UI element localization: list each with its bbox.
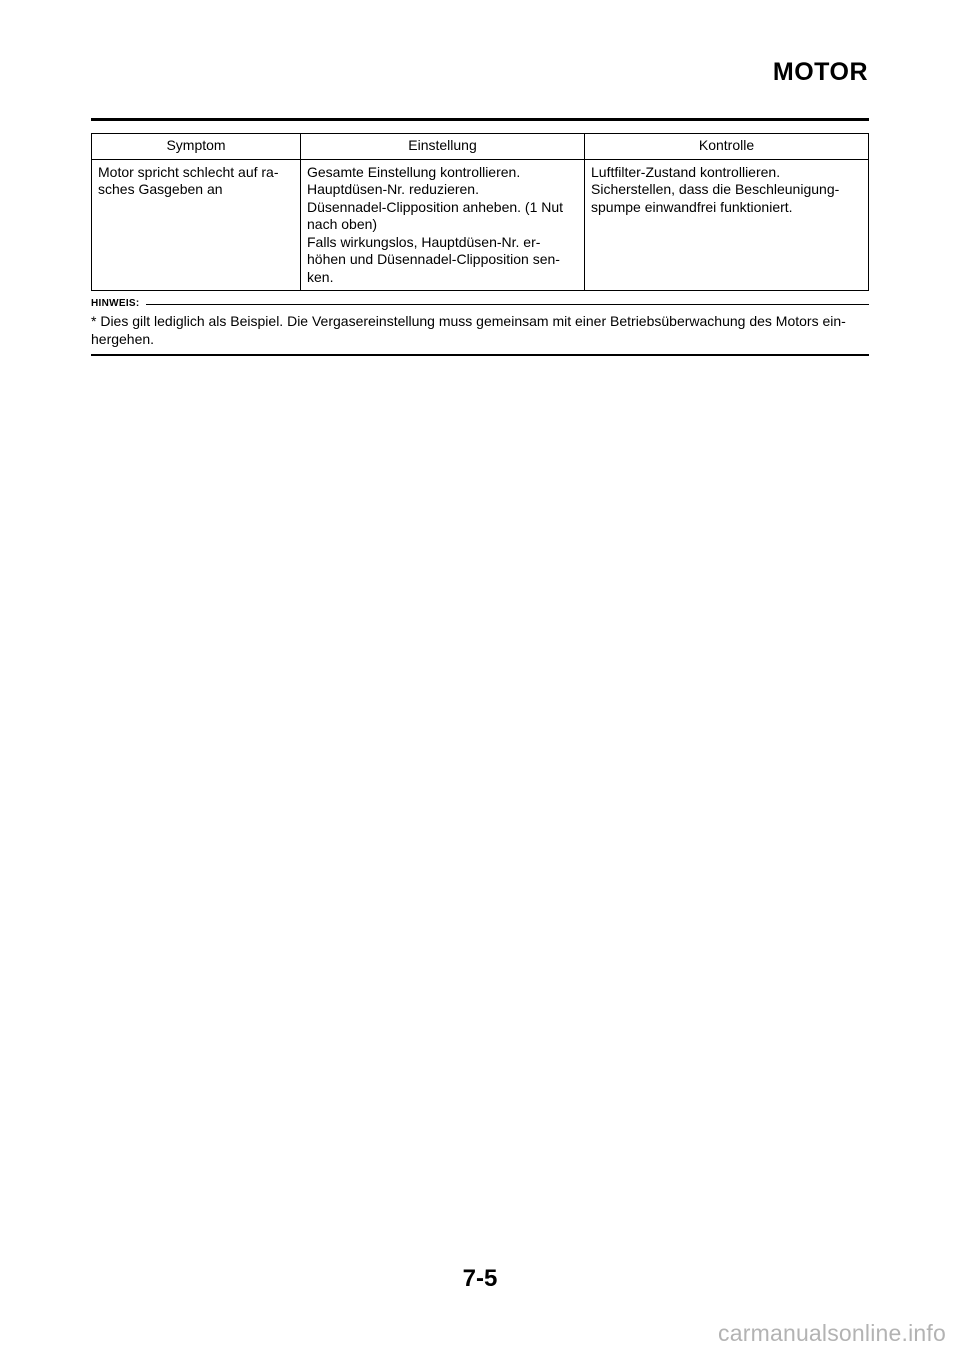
note-text-line: hergehen. [91,331,155,347]
cell-text-line: Luftfilter-Zustand kontrollieren. [591,163,781,180]
cell-text-line: Motor spricht schlecht auf ra- [98,163,279,180]
note-text-line: * Dies gilt lediglich als Beispiel. Die Vergasereinstellung muss gemeinsam mit einer Betriebsüberwachung des Motors ein- [91,313,846,329]
cell-text-line: sches Gasgeben an [98,181,223,197]
cell-text-line: Hauptdüsen-Nr. reduzieren. [307,181,479,197]
cell-einstellung [301,159,585,291]
cell-kontrolle [585,159,869,291]
cell-text-line: nach oben) [307,216,378,232]
note-bottom-rule [91,354,869,356]
note-text [91,312,869,348]
cell-text-line: höhen und Düsennadel-Clipposition sen- [307,251,560,267]
table-row [92,159,869,291]
note-header [91,296,869,310]
cell-text-line: ken. [307,268,334,285]
cell-text-line: Sicherstellen, dass die Beschleunigung- [591,181,840,197]
cell-text-line: Gesamte Einstellung kontrollieren. [307,163,521,180]
watermark-text: carmanualsonline.info [718,1320,946,1346]
cell-symptom [92,159,301,291]
note-label: HINWEIS: [91,297,140,309]
column-header-kontrolle: Kontrolle [585,134,869,160]
note-header-rule [146,304,869,305]
cell-text-line: Düsennadel-Clipposition anheben. (1 Nut [307,198,564,215]
section-title: MOTOR [772,58,868,86]
page-number: 7-5 [462,1265,498,1292]
column-header-symptom: Symptom [92,134,301,160]
cell-text-line: spumpe einwandfrei funktioniert. [591,198,793,215]
table-header-row [92,134,869,160]
column-header-einstellung: Einstellung [301,134,585,160]
title-divider [91,118,869,121]
carburetor-settings-table [91,133,869,291]
cell-text-line: Falls wirkungslos, Hauptdüsen-Nr. er- [307,233,541,250]
note-block [91,296,869,356]
